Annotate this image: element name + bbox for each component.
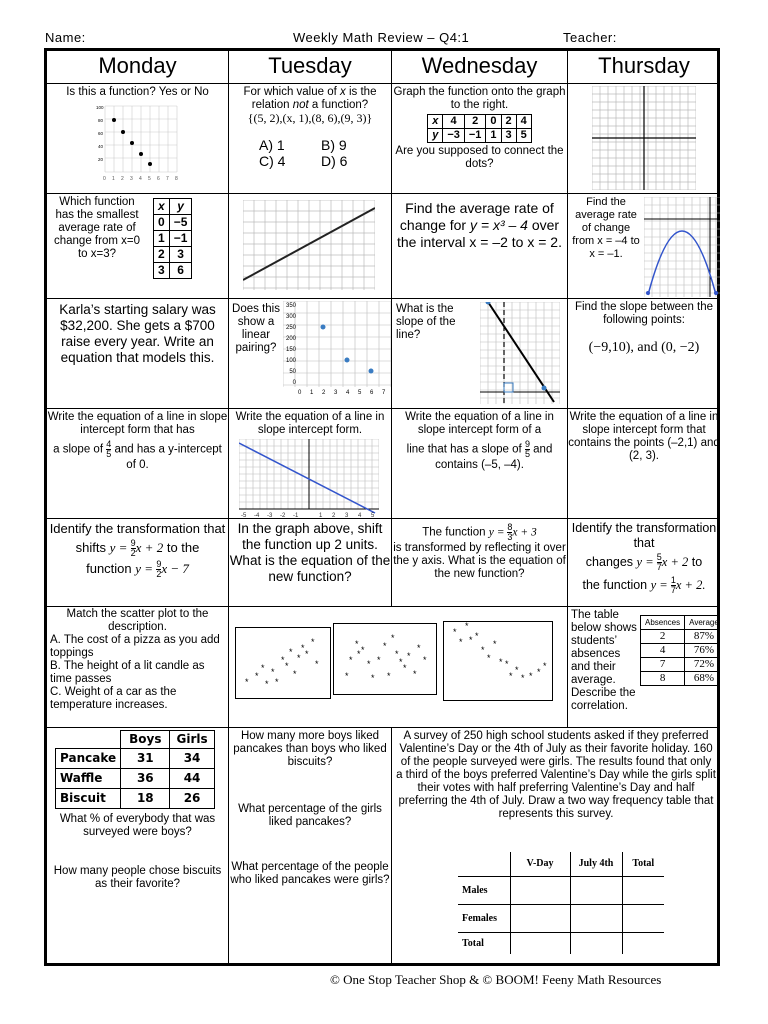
table-cell[interactable]: [570, 876, 622, 904]
table-cell: Total: [458, 932, 510, 954]
scatter-point: *: [275, 677, 279, 687]
table-cell[interactable]: [570, 904, 622, 932]
scatter-point: *: [387, 671, 391, 681]
r7-mon-question2: How many people chose biscuits as their favorite?: [53, 865, 222, 890]
scatter-point: *: [355, 639, 359, 649]
teacher-label: Teacher:: [563, 30, 617, 45]
r2-wednesday: [392, 194, 568, 299]
table-cell: −1: [464, 129, 486, 143]
scatter-point: *: [289, 647, 293, 657]
r5-wed-text-a: The function y = $\frac{8}{3}$ x + 3: [422, 522, 537, 542]
r7-two-way-table: [458, 852, 664, 954]
scatter-point: *: [459, 637, 463, 647]
fraction: $\frac{8}{3}$: [507, 522, 513, 542]
r1-thursday: [568, 84, 720, 194]
r6-thu-table: [640, 615, 720, 686]
r6-monday: [47, 607, 229, 728]
r5-tue-question: In the graph above, shift the function up 2 units. What is the equation of the new function?: [229, 521, 391, 584]
r7-mon-question1: What % of everybody that was surveyed were boys?: [59, 813, 216, 838]
r7-tue-question3: What percentage of the people who liked pancakes were girls?: [230, 861, 390, 886]
scatter-point: *: [293, 669, 297, 679]
r3-thu-question: Find the slope between the following points:: [574, 301, 714, 326]
r1-mon-ytick: 80: [98, 118, 104, 123]
scatter-point: [345, 358, 350, 363]
table-cell: 18: [121, 789, 170, 809]
table-cell: 3: [169, 247, 192, 263]
scatter-point: *: [357, 649, 361, 659]
scatter-point: *: [297, 653, 301, 663]
r5-thu-text-a: Identify the transformation that: [571, 521, 717, 550]
table-cell: 4: [641, 644, 685, 658]
r3-mon-question: Karla’s starting salary was $32,200. She gets a $700 raise every year. Write an equation that models this.: [59, 302, 216, 365]
table-cell: x: [154, 199, 170, 215]
scatter-point: [139, 152, 143, 156]
scatter-point: *: [537, 667, 541, 677]
scatter-point: *: [493, 639, 497, 649]
table-cell: V-Day: [510, 852, 570, 876]
table-cell: 3: [501, 129, 516, 143]
fraction: $\frac{5}{7}$: [656, 552, 662, 572]
table-cell: Females: [458, 904, 510, 932]
r1-tue-question: For which value of x is the relation not a function?: [243, 86, 377, 111]
r7-mon-table: [55, 730, 215, 809]
r4-tue-xtick: -2: [280, 513, 286, 519]
r2-wed-question: Find the average rate of change for y = x³ – 4 over the interval x = –2 to x = 2.: [397, 200, 562, 250]
table-cell: 2: [464, 115, 486, 129]
table-cell[interactable]: [510, 876, 570, 904]
r3-tue-xtick: 7: [382, 390, 386, 396]
fraction: $\frac{1}{7}$: [670, 575, 676, 595]
table-cell: 36: [121, 769, 170, 789]
r2-tue-line-graph: [243, 200, 375, 290]
r4-wed-text-a: Write the equation of a line in slope intercept form of a: [405, 411, 554, 436]
scatter-point: *: [311, 637, 315, 647]
scatter-point: *: [465, 621, 469, 631]
scatter-point: *: [261, 663, 265, 673]
r7-wed-thu: [392, 728, 720, 966]
r2-thu-parabola: [644, 197, 720, 297]
r3-tue-xtick: 4: [346, 390, 350, 396]
r3-tue-ytick: 300: [285, 314, 296, 320]
table-cell: −3: [443, 129, 465, 143]
scatter-point: *: [377, 655, 381, 665]
r1-wed-table: [427, 114, 532, 143]
r4-tue-line-graph: [239, 439, 379, 519]
day-monday: Monday: [47, 51, 229, 84]
scatter-point: *: [349, 655, 353, 665]
scatter-point: *: [403, 663, 407, 673]
table-cell[interactable]: [510, 904, 570, 932]
table-cell: 6: [169, 263, 192, 279]
r4-wednesday: [392, 409, 568, 519]
r3-tue-ytick: 250: [285, 325, 296, 331]
r1-tue-choices: [229, 137, 391, 169]
r7-monday: [47, 728, 229, 966]
table-cell: 4: [443, 115, 465, 129]
endpoint: [646, 291, 650, 295]
table-cell: 72%: [685, 658, 720, 672]
r6-thu-text: The table below shows students’ absences and their average. Describe the correlation.: [571, 609, 637, 712]
r4-monday: [47, 409, 229, 519]
r3-tue-xtick: 0: [298, 390, 302, 396]
r4-tue-question: Write the equation of a line in slope intercept form.: [235, 411, 385, 436]
scatter-point: *: [255, 671, 259, 681]
endpoint: [714, 291, 718, 295]
table-cell: 2: [501, 115, 516, 129]
scatter-point: *: [395, 649, 399, 659]
table-cell: y: [428, 129, 443, 143]
r3-tue-ytick: 100: [285, 358, 296, 364]
r5-wed-text-b: is transformed by reflecting it over the y axis. What is the equation of the new function?: [393, 542, 566, 580]
r1-mon-xtick: 5: [148, 176, 151, 182]
scatter-point: *: [371, 673, 375, 683]
scatter-point: *: [407, 651, 411, 661]
r3-tue-question: Does this show a linear pairing?: [232, 303, 280, 354]
table-cell[interactable]: [622, 904, 664, 932]
scatter-point: *: [361, 645, 365, 655]
choice-c: C) 4: [259, 153, 286, 169]
r1-thu-blank-grid: [592, 86, 696, 190]
table-cell: July 4th: [570, 852, 622, 876]
r3-tue-xtick: 2: [322, 390, 326, 396]
r3-thursday: [568, 299, 720, 409]
scatter-point: *: [521, 673, 525, 683]
table-cell: Girls: [170, 731, 214, 749]
scatter-point: *: [413, 669, 417, 679]
scatter-point: [369, 369, 374, 374]
r2-tuesday: [229, 194, 392, 299]
scatter-point: *: [265, 679, 269, 689]
scatter-point: *: [399, 657, 403, 667]
table-cell[interactable]: [622, 876, 664, 904]
r1-mon-question: Is this a function? Yes or No: [66, 86, 209, 98]
r3-tue-xtick: 3: [334, 390, 338, 396]
r1-mon-xtick: 6: [157, 176, 160, 182]
page-title: Weekly Math Review – Q4:1: [293, 30, 470, 45]
scatter-point: *: [367, 659, 371, 669]
table-cell: 2: [154, 247, 170, 263]
r5-thu-text-c: the function y = $\frac{1}{7}$ x + 2.: [582, 575, 706, 595]
fraction: $\frac{9}{2}$: [156, 559, 162, 579]
day-wednesday: Wednesday: [392, 51, 568, 84]
r6-mon-option-a: A. The cost of a pizza as you add toppings: [50, 634, 220, 659]
scatter-plot-3: [443, 621, 553, 701]
scatter-point: *: [417, 643, 421, 653]
r3-tuesday: [229, 299, 392, 409]
r1-mon-scatter: [95, 102, 185, 184]
table-cell: 34: [170, 749, 214, 769]
scatter-point: [321, 325, 326, 330]
table-cell: x: [428, 115, 443, 129]
table-cell: 31: [121, 749, 170, 769]
r1-wed-question2: Are you supposed to connect the dots?: [395, 145, 564, 170]
r4-mon-text-b: a slope of $\frac{4}{5}$ and has a y-intercept of 0.: [53, 439, 222, 471]
r3-wednesday: [392, 299, 568, 409]
fraction: $\frac{9}{2}$: [130, 538, 136, 558]
scatter-point: *: [245, 677, 249, 687]
r5-monday: [47, 519, 229, 607]
r6-mon-title: Match the scatter plot to the description.: [66, 608, 209, 633]
table-cell: 26: [170, 789, 214, 809]
scatter-point: *: [391, 633, 395, 643]
table-cell: 4: [516, 115, 531, 129]
r2-mon-question: Which function has the smallest average rate of change from x=0 to x=3?: [54, 196, 140, 260]
r3-tue-ytick: 0: [292, 380, 296, 386]
day-tuesday: Tuesday: [229, 51, 392, 84]
graph-line: [239, 443, 375, 513]
scatter-point: *: [271, 667, 275, 677]
table-cell: 76%: [685, 644, 720, 658]
r3-tue-ytick: 50: [289, 369, 296, 375]
r3-wed-line-graph: [480, 302, 560, 404]
table-cell[interactable]: [622, 932, 664, 954]
table-cell: 0: [154, 215, 170, 231]
r5-thursday: [568, 519, 720, 607]
scatter-point: *: [383, 641, 387, 651]
r1-mon-xtick: 0: [103, 176, 106, 182]
r6-scatter-plots: [229, 607, 568, 728]
header: [45, 30, 720, 48]
r2-mon-table: [153, 198, 192, 279]
table-cell: 8: [641, 672, 685, 686]
scatter-point: *: [475, 631, 479, 641]
scatter-point: *: [481, 645, 485, 655]
r1-tuesday: [229, 84, 392, 194]
table-cell: [458, 852, 510, 876]
table-cell[interactable]: [570, 932, 622, 954]
scatter-point: [148, 162, 152, 166]
r4-tue-xtick: -3: [267, 513, 273, 519]
table-cell: Absences: [641, 616, 685, 630]
r7-tue-question2: What percentage of the girls liked pancakes?: [238, 803, 382, 828]
day-thursday: Thursday: [568, 51, 720, 84]
r2-thu-question: Find the average rate of change from x = –4 to x = –1.: [572, 196, 640, 260]
r3-tue-ytick: 150: [285, 347, 296, 353]
table-cell: −5: [169, 215, 192, 231]
r3-tue-xtick: 5: [358, 390, 362, 396]
r3-wed-question: What is the slope of the line?: [396, 303, 456, 341]
scatter-point: *: [315, 659, 319, 669]
line-point: [542, 386, 547, 391]
r4-tue-xtick: -1: [293, 513, 299, 519]
choice-b: B) 9: [321, 137, 347, 153]
r7-tuesday: [229, 728, 392, 966]
r1-mon-xtick: 8: [175, 176, 178, 182]
r4-tue-xtick: -5: [241, 513, 247, 519]
r7-tue-question1: How many more boys liked pancakes than boys who liked biscuits?: [233, 730, 387, 768]
table-cell: 7: [641, 658, 685, 672]
review-grid: [44, 48, 720, 966]
r4-tue-xtick: 4: [358, 513, 362, 519]
scatter-point: [130, 141, 134, 145]
r1-mon-xtick: 3: [130, 176, 133, 182]
r1-mon-ytick: 60: [98, 131, 104, 136]
scatter-point: *: [543, 661, 547, 671]
r4-tue-xtick: 3: [345, 513, 349, 519]
r3-tue-xtick: 1: [310, 390, 314, 396]
r1-mon-ytick: 100: [96, 105, 104, 110]
r4-tue-xtick: 2: [332, 513, 336, 519]
scatter-point: *: [423, 655, 427, 665]
fraction: $\frac{4}{5}$: [106, 439, 112, 459]
r6-mon-option-b: B. The height of a lit candle as time passes: [50, 660, 205, 685]
r1-mon-ytick: 40: [98, 144, 104, 149]
r4-tue-xtick: -4: [254, 513, 260, 519]
r5-wednesday: [392, 519, 568, 607]
table-cell: Boys: [121, 731, 170, 749]
r3-tue-ytick: 350: [285, 303, 296, 309]
footer-copyright: © One Stop Teacher Shop & © BOOM! Feeny Math Resources: [330, 972, 662, 987]
choice-d: D) 6: [321, 153, 348, 169]
r6-thursday: [568, 607, 720, 728]
table-cell: 68%: [685, 672, 720, 686]
fraction: $\frac{9}{5}$: [524, 439, 530, 459]
r4-tuesday: [229, 409, 392, 519]
scatter-point: *: [285, 661, 289, 671]
r3-tue-scatter: [283, 301, 391, 405]
table-cell[interactable]: [510, 932, 570, 954]
r4-thursday: [568, 409, 720, 519]
table-cell: 1: [486, 129, 501, 143]
r4-tue-xtick: 1: [319, 513, 323, 519]
r1-mon-xtick: 1: [112, 176, 115, 182]
scatter-point: *: [487, 653, 491, 663]
table-cell: y: [169, 199, 192, 215]
r5-mon-text-c: function y = $\frac{9}{2}$ x − 7: [86, 559, 189, 579]
r2-monday: [47, 194, 229, 299]
r5-mon-text-a: Identify the transformation that: [49, 521, 226, 536]
scatter-point: *: [509, 671, 513, 681]
r4-wed-text-b: line that has a slope of $\frac{9}{5}$ and contains (–5, –4).: [406, 439, 553, 471]
parabola-curve: [648, 231, 716, 295]
r5-thu-text-b: changes y = $\frac{5}{7}$ x + 2 to: [585, 552, 703, 572]
r1-monday: [47, 84, 229, 194]
scatter-point: *: [301, 643, 305, 653]
table-cell: 3: [154, 263, 170, 279]
r1-mon-ytick: 20: [98, 157, 104, 162]
scatter-plot-1: [235, 627, 331, 699]
r4-mon-text-a: Write the equation of a line in slope intercept form that has: [47, 411, 228, 436]
table-cell: 0: [486, 115, 501, 129]
table-cell: 44: [170, 769, 214, 789]
r3-tue-ytick: 200: [285, 336, 296, 342]
scatter-point: *: [345, 671, 349, 681]
r3-tue-xtick: 6: [370, 390, 374, 396]
r1-mon-xtick: 7: [166, 176, 169, 182]
table-cell: Pancake: [56, 749, 121, 769]
r1-tue-set: {(5, 2),(x, 1),(8, 6),(9, 3)}: [247, 111, 373, 125]
r5-tuesday: [229, 519, 392, 607]
r1-mon-xtick: 2: [121, 176, 124, 182]
scatter-point: *: [529, 671, 533, 681]
r5-mon-text-b: shifts y = $\frac{9}{2}$ x + 2 to the: [75, 538, 200, 558]
scatter-point: *: [499, 657, 503, 667]
r7-survey-question: A survey of 250 high school students asked if they preferred Valentine’s Day or the 4th of July as their favorite holiday. 160 of the people surveyed were girls. The results found that only a third of the boys preferred Valentine’s Day while the girls split their votes with half preferring Valentine’s Day and half preferring the 4th of July. Draw a two way frequency table that represents this survey.: [396, 730, 716, 820]
choice-a: A) 1: [259, 137, 285, 153]
scatter-plot-2: [333, 623, 437, 695]
table-cell: 87%: [685, 630, 720, 644]
table-cell: Total: [622, 852, 664, 876]
r4-thu-question: Write the equation of a line in slope intercept form that contains the points (–2,1) and (2, 3).: [568, 411, 720, 462]
scatter-point: [112, 118, 116, 122]
r1-wednesday: [392, 84, 568, 194]
scatter-point: *: [305, 649, 309, 659]
table-cell: Males: [458, 876, 510, 904]
scatter-point: [121, 130, 125, 134]
r1-mon-xtick: 4: [139, 176, 142, 182]
name-label: Name:: [45, 30, 86, 45]
r3-thu-points: (−9,10), and (0, −2): [588, 340, 700, 355]
table-cell: 2: [641, 630, 685, 644]
scatter-point: *: [505, 659, 509, 669]
scatter-point: *: [281, 655, 285, 665]
scatter-point: *: [453, 627, 457, 637]
r6-mon-option-c: C. Weight of a car as the temperature increases.: [50, 686, 177, 711]
table-cell: 1: [154, 231, 170, 247]
table-cell: −1: [169, 231, 192, 247]
scatter-point: *: [515, 665, 519, 675]
scatter-point: *: [469, 635, 473, 645]
r3-monday: [47, 299, 229, 409]
table-cell: 5: [516, 129, 531, 143]
table-cell: Average: [685, 616, 720, 630]
table-cell: Biscuit: [56, 789, 121, 809]
r1-wed-question: Graph the function onto the graph to the right.: [393, 86, 566, 111]
table-cell: Waffle: [56, 769, 121, 789]
r2-thursday: [568, 194, 720, 299]
r4-tue-xtick: 5: [371, 513, 375, 519]
table-cell: [56, 731, 121, 749]
